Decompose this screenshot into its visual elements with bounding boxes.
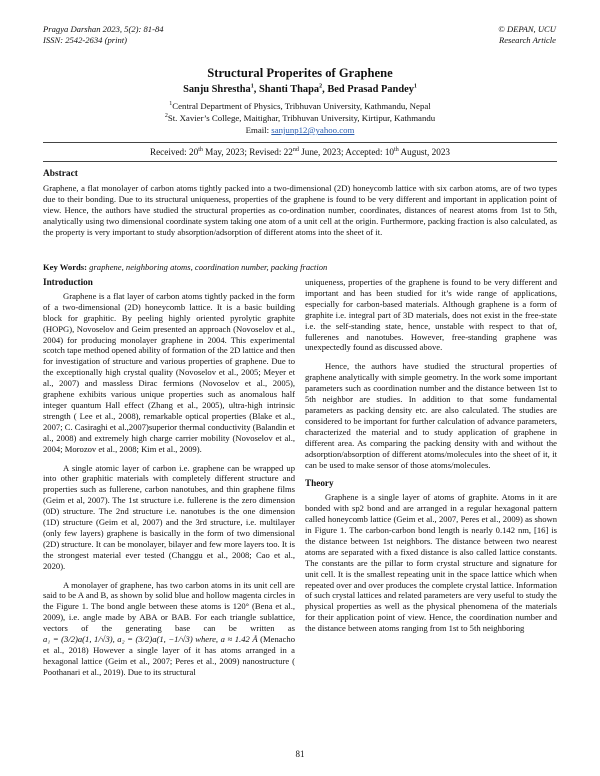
aff-number: 1 [169,101,173,108]
paragraph: Graphene is a flat layer of carbon atoms tightly packed in the form of a two-dimensional (2D) honeycomb lattice. It is a basic building block for graphitic. By peeling highly oriented pyrolytic graphite (HOPG), Novoselov and Geim presented an approach (Novoselov et al., 2004) for producing monolayer graphene in 2004. This experimental scotch tape method opened ability of formation of the 2D lattice and then for investigation of structure and various properties of graphene. Due to the exceptionally high crystal quality (Novoselov et al., 2005; Meyer et al., 2007) and massless Dirac fermions (Novoselov et al., 2005), graphene exhibits various unique properties such as anomalous half integer quantum Hall effect (Zhang et al., 2005), ultra-high intrinsic strength ( Lee et al., 2008), remarkable optical properties (Blake et al., 2007; C. Casiraghi et al.,2007)superior thermal conductivity (Balandin et al., 2008) and extremely high charge carrier mobility (Novoselov et al., 2004; Morozov et al., 2008; Kim et al., 2009). [43,290,296,454]
author-name: Bed Prasad Pandey [327,84,414,95]
paragraph: A monolayer of graphene, has two carbon atoms in its unit cell are said to be A and B, as shown by solid blue and hollow magenta circles in the Figure 1. The bond angle between these atoms is 120° (Bena et al., 2009), i.e. angle made by ABA or BAB. For each triangle sublattice, vectors of the generating base can be written as a₁ = (3/2)a(1, 1/√3), a₂ = (3/2)a(1, −1/√3) where, a ≈ 1.42 Å (Menacho et al., 2018) However a single layer of it has atoms arranged in a hexagonal lattice (Geim et al., 2007; Peres et al., 2009) nanostructure ( Poothanari et al., 2019). Due to its structural [43,579,295,677]
section-heading-theory: Theory [305,478,334,489]
author-aff: 2 [319,83,323,90]
contact-email [0,125,600,135]
journal-issn: ISSN: 2542-2634 (print) [43,35,128,45]
publisher: © DEPAN, UCU [498,24,556,34]
divider [43,142,557,143]
paper-title: Structural Properites of Graphene [207,66,393,80]
author-name: Shanti Thapa [258,84,320,95]
email-link[interactable]: sanjunp12@yahoo.com [271,125,355,135]
divider [43,161,557,162]
right-column [305,277,557,642]
keywords [43,262,557,272]
received-dates: Received: 20th May, 2023; Revised: 22nd June, 2023; Accepted: 10th August, 2023 [149,146,451,157]
section-heading-introduction: Introduction [43,277,93,287]
author-aff: 1 [250,83,254,90]
abstract-text: Graphene, a flat monolayer of carbon atoms tightly packed into a two-dimensional (2D) honeycomb lattice with six carbon atoms, are of two types due to their bonding. Due to its structural uniqueness, properties of the graphene is found to be very different and important in application point of view. Hence, the authors have studied the structural properties as co-ordination number, coordinates, distances of nearest atoms from 1st to 5th, analytically using two dimensional coordinate system taking one atom of a unit cell at the origin. Furthermore, packing fraction is also calculated, as the property is very important to study absorption/adsorption of different atoms into the sheet of it. [43,183,557,237]
abstract-heading: Abstract [43,169,78,179]
paragraph: A single atomic layer of carbon i.e. graphene can be wrapped up into other graphitic materials with completely different structure and properties such as fullerene, carbon nanotubes, and thin graphene films (Geim et al, 2007). The 1st structure i.e. fullerene is the zero dimension (0D) structure. The 2nd structure i.e. nanotubes is the one dimension (1D) structure (Geim et al, 2007) and the 3rd structure, i.e. multilayer (only few layers) graphene is basically in the form of two dimensional (2D) structure. It can be monolayer, bilayer and few more layers too. It is the strongest material ever tested (Changgu et al., 2008; Cao et al., 2020). [43,462,295,571]
journal-citation: Pragya Darshan 2023, 5(2): 81-84 [43,24,164,34]
aff-text: Central Department of Physics, Tribhuvan University, Kathmandu, Nepal [172,101,431,111]
author-list: Sanju Shrestha$^1$, Shanti Thapa$^2$, Bed Prasad Pandey$^1$ [183,83,417,95]
aff-text: St. Xavier’s College, Maitighar, Tribhuvan University, Kirtipur, Kathmandu [167,113,436,123]
affiliation-1 [0,101,600,111]
paragraph: uniqueness, properties of the graphene is found to be very different and important and has been studied for it’s wide range of applications, especially for carbon-based materials. Although graphene is a form of graphite i.e. integral part of 3D materials, does not exist in the free-state i.e. the self-standing state, hence, unstable with respect to that of, fullerenes and nanotubes. However, free-standing graphene was unexpectedly found as discussed above. [305,277,557,353]
paragraph: Graphene is a single layer of atoms of graphite. Atoms in it are bonded with sp2 bond and are arranged in a regular hexagonal pattern called honeycomb lattice (Geim et al., 2007, Peres et al., 2009) as shown in Figure 1. The carbon-carbon bond length is nearly 0.142 nm, [16] is the distance between 1st neighbors. The distance between two nearest atoms are separated with a fixed distance is also called lattice constants. The constants are the pillar to form crystal structure and signature for unit cell. It is the smallest repeating unit in the space lattice which when repeated over and over produces the complete crystal lattice. Information of such crystal lattices and related parameters are very useful to study the physical properties as well as the physical phenomena of the materials for their application point of view. Hence, the coordination number and the distance between atoms ranging from 1st to 5th neighboring [305,492,557,634]
email-label: Email: [245,125,272,135]
author-aff: 1 [413,83,417,90]
affiliation-2 [0,113,600,123]
aff-number: 2 [164,113,168,120]
left-column [43,277,295,686]
journal-header-left [43,24,164,46]
paragraph: Hence, the authors have studied the structural properties of graphene analytically with simple geometry. In the work some important parameters such as coordination number and the distance between 1st to 5th neighbor are studies. In addition to that some fundamental parameters as packing density etc. are also calculated. The studies are considered to be important for further calculation of advance parameters, characterized the material and to study application of graphene in different area. As comparing the packing density with and without the adsorption/absorption of different atoms/molecules into the sheet of it, it can be used to make sensor of those atoms/molecules. [305,361,557,470]
journal-header-right [498,24,556,46]
equation: a₁ = (3/2)a(1, 1/√3), a₂ = (3/2)a(1, −1/√3) where, a ≈ 1.42 Å [43,634,258,645]
keywords-label: Key Words: [43,262,88,272]
article-type: Research Article [498,35,556,45]
page-number: 81 [295,749,305,759]
author-name: Sanju Shrestha [183,84,251,95]
keywords-text: graphene, neighboring atoms, coordination number, packing fraction [87,262,328,272]
